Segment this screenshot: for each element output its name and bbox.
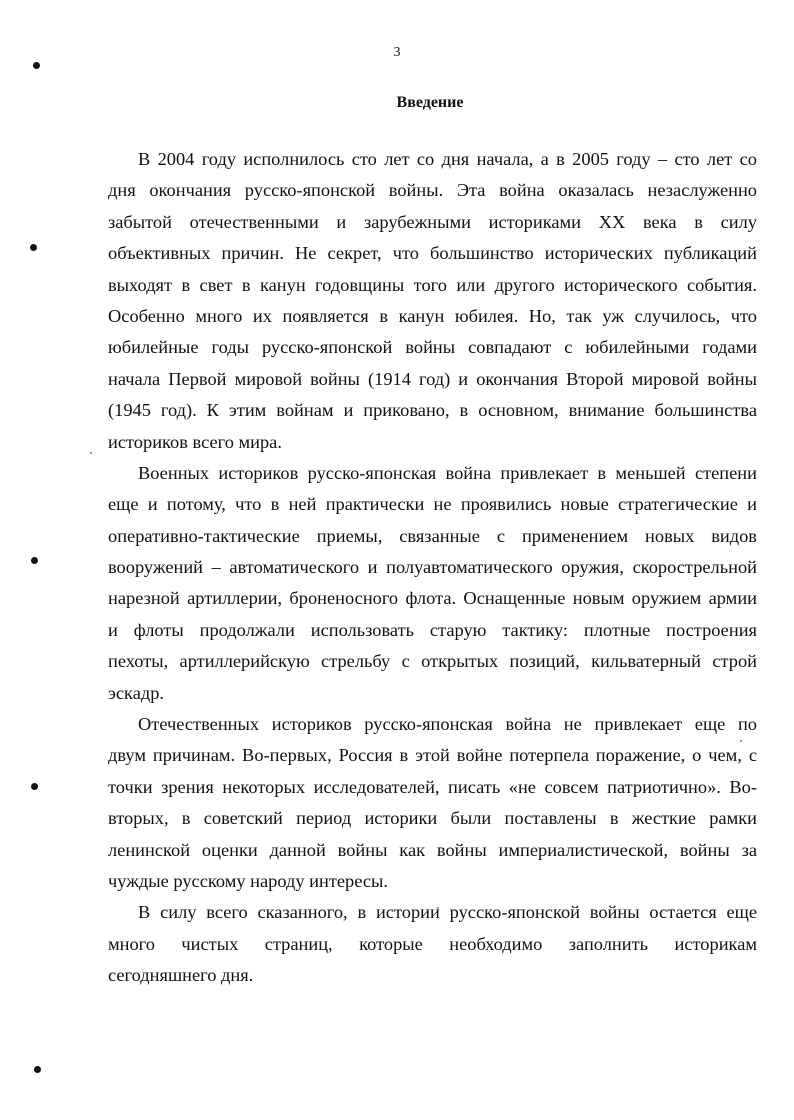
text-line: (1945 год). К этим войнам и приковано, в основном, внимание большинства <box>108 400 757 421</box>
text-line: еще и потому, что в ней практически не проявились новые стратегические и <box>108 494 757 515</box>
text-line: двум причинам. Во-первых, Россия в этой войне потерпела поражение, о чем, с <box>108 745 757 766</box>
paragraph <box>108 458 757 709</box>
binder-hole-mark <box>34 1066 41 1073</box>
page-number: 3 <box>393 45 401 60</box>
binder-hole-mark <box>33 62 40 69</box>
paragraph <box>108 897 757 991</box>
text-line: и флоты продолжали использовать старую тактику: плотные построения <box>108 619 757 640</box>
paragraph <box>108 144 757 458</box>
text-line: оперативно-тактические приемы, связанные с применением новых видов <box>108 525 757 546</box>
text-line: Военных историков русско-японская война привлекает в меньшей степени <box>138 462 757 483</box>
body-text <box>108 144 757 992</box>
text-line: вооружений – автоматического и полуавтоматического оружия, скорострельной <box>108 557 757 578</box>
text-line: забытой отечественными и зарубежными историками XX века в силу <box>108 211 757 232</box>
text-line: ленинской оценки данной войны как войны империалистической, войны за <box>108 839 757 860</box>
text-line: Отечественных историков русско-японская война не привлекает еще по <box>138 714 757 735</box>
text-line: вторых, в советский период историки были поставлены в жесткие рамки <box>108 808 757 829</box>
text-line: пехоты, артиллерийскую стрельбу с открытых позиций, кильватерный строй <box>108 651 757 672</box>
text-line: В силу всего сказанного, в истории русско-японской войны остается еще <box>138 902 757 923</box>
section-title: Введение <box>396 94 464 111</box>
text-line: выходят в свет в канун годовщины того или другого исторического события. <box>108 274 757 295</box>
paragraph <box>108 709 757 897</box>
text-line: Особенно много их появляется в канун юбилея. Но, так уж случилось, что <box>108 305 757 326</box>
text-line: дня окончания русско-японской войны. Эта война оказалась незаслуженно <box>108 180 757 201</box>
text-line: сегодняшнего дня. <box>108 965 254 986</box>
text-line: чуждые русскому народу интересы. <box>108 870 388 891</box>
text-line: много чистых страниц, которые необходимо заполнить историкам <box>108 933 757 954</box>
binder-hole-mark <box>31 783 38 790</box>
text-line: объективных причин. Не секрет, что большинство исторических публикаций <box>108 243 757 264</box>
text-line: эскадр. <box>108 682 165 703</box>
scan-speck <box>90 452 92 454</box>
text-line: нарезной артиллерии, броненосного флота. Оснащенные новым оружием армии <box>108 588 757 609</box>
text-line: точки зрения некоторых исследователей, писать «не совсем патриотично». Во- <box>108 776 757 797</box>
text-line: начала Первой мировой войны (1914 год) и окончания Второй мировой войны <box>108 368 757 389</box>
binder-hole-mark <box>30 244 37 251</box>
text-line: историков всего мира. <box>108 431 282 452</box>
text-line: В 2004 году исполнилось сто лет со дня начала, а в 2005 году – сто лет со <box>138 149 757 169</box>
binder-hole-mark <box>31 557 38 564</box>
text-line: юбилейные годы русско-японской войны совпадают с юбилейными годами <box>108 337 757 358</box>
